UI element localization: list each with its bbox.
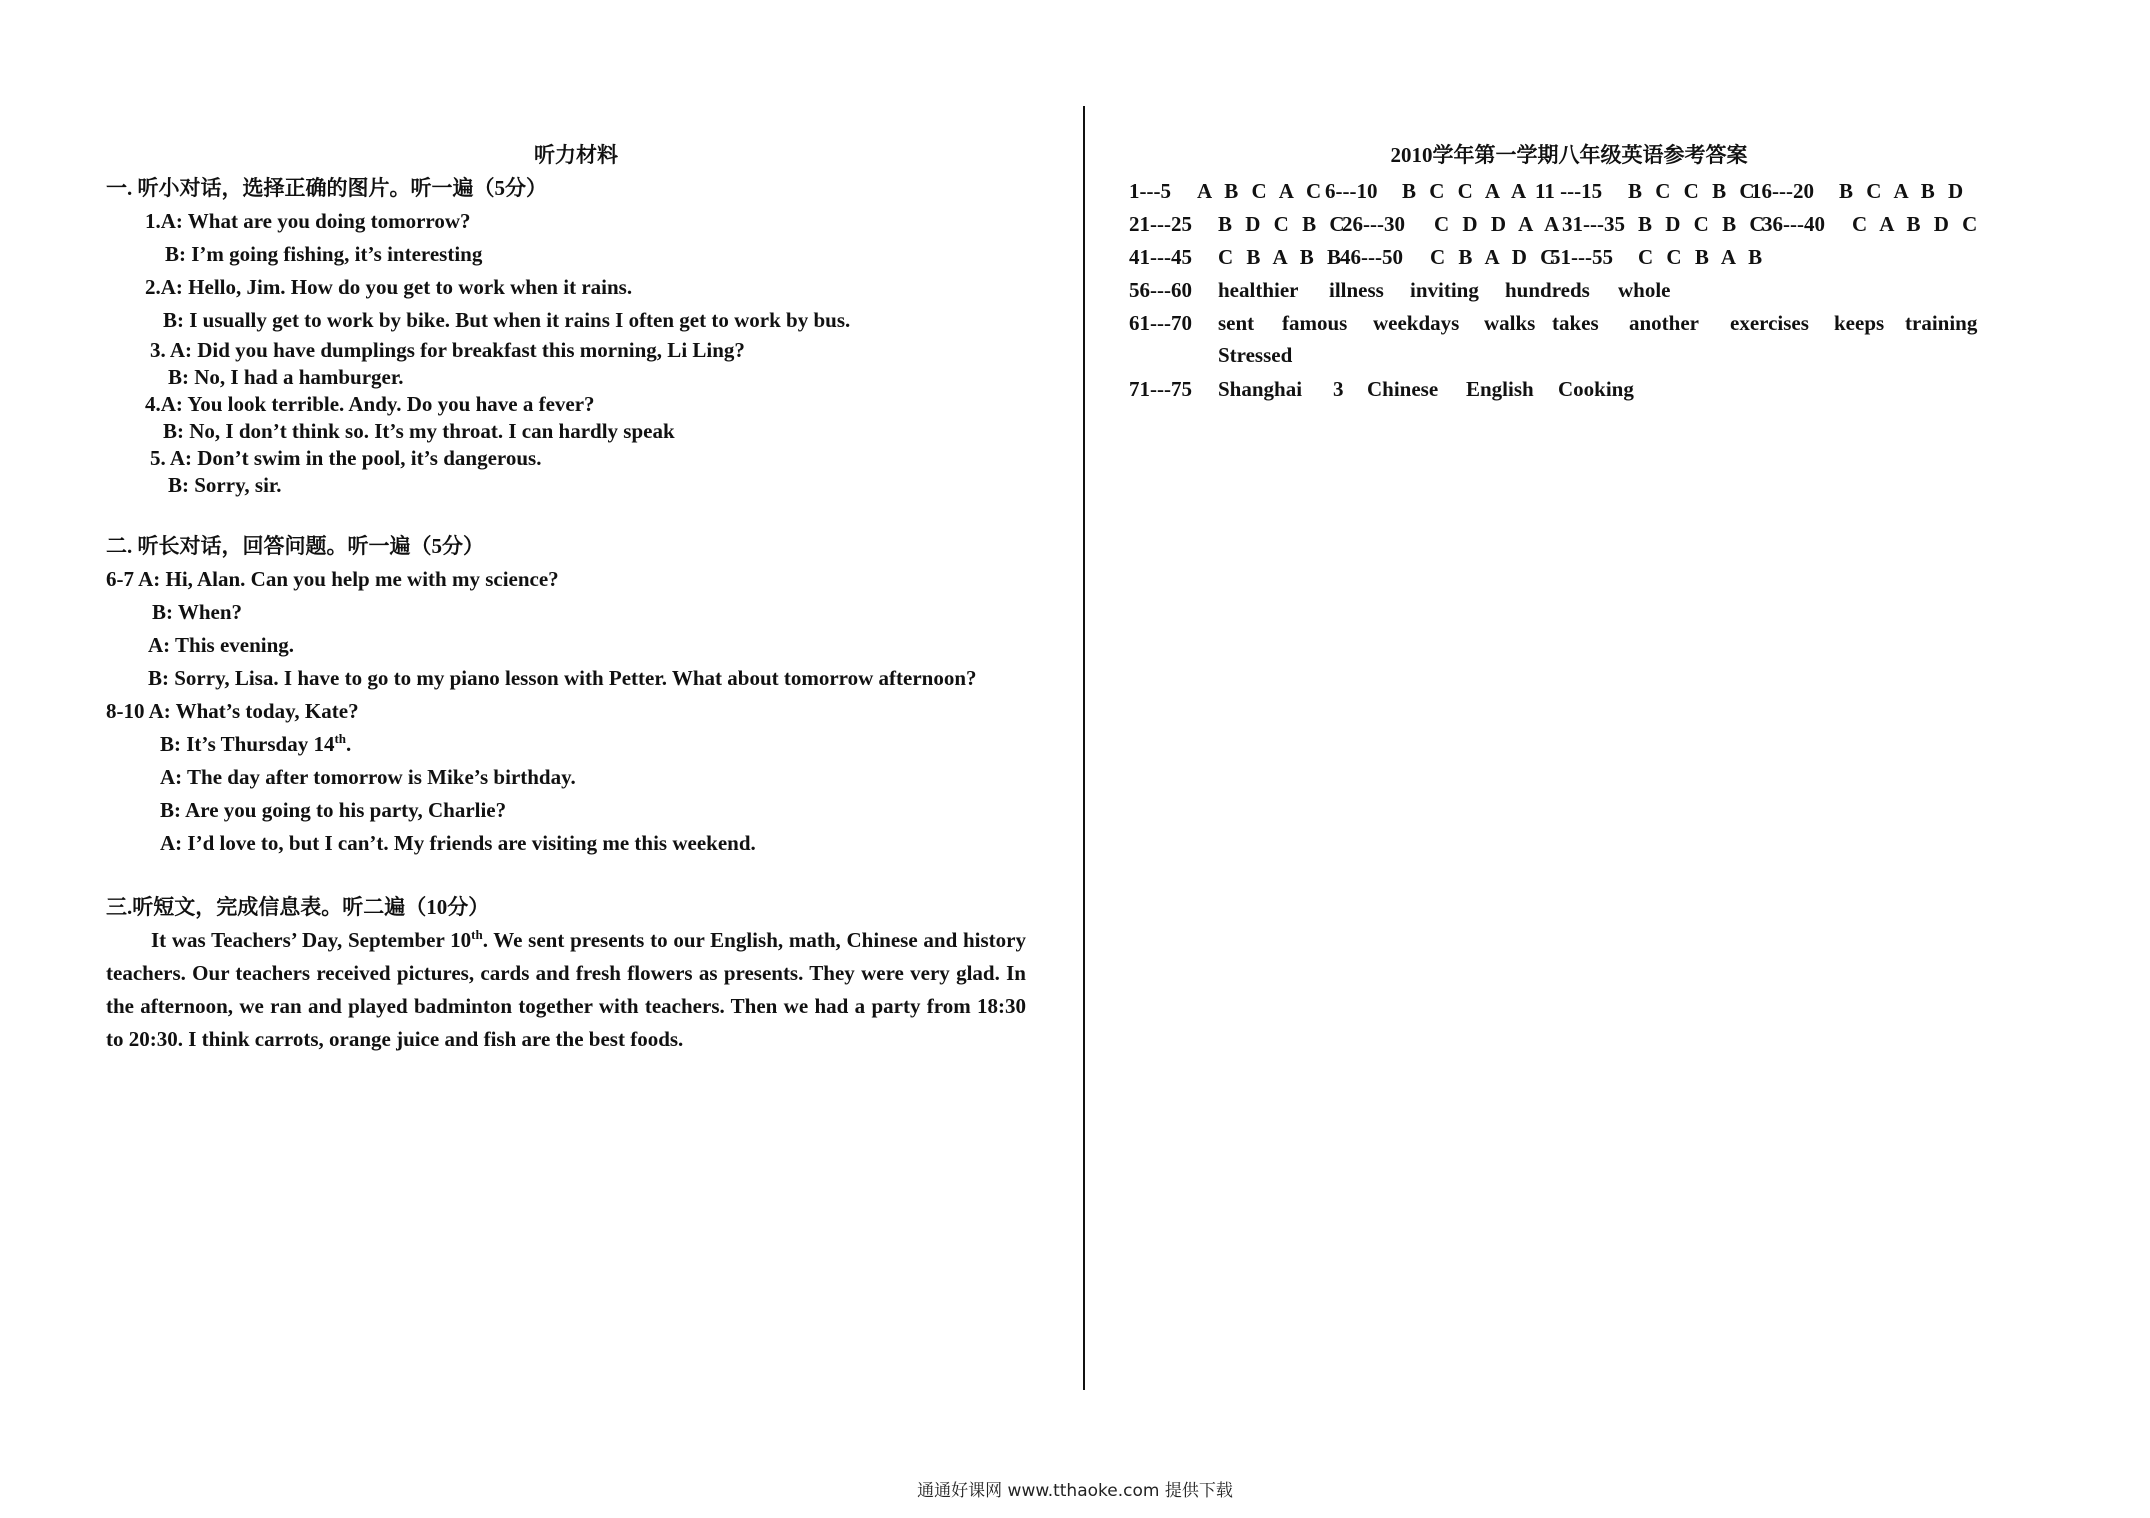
dialogue-line: 4.A: You look terrible. Andy. Do you have a fever?: [145, 392, 595, 416]
answer-word: healthier: [1218, 278, 1299, 302]
dialogue-line: A: This evening.: [148, 633, 295, 657]
dialogue-line: B: Are you going to his party, Charlie?: [160, 798, 507, 822]
passage-text: . We sent presents to our English, math, Chinese and history teachers. Our teachers received pictures, cards and fresh flowers as presents. They were very glad. In the afternoon, we ran and played badminton together with teachers. Then we had a party from 18:30 to 20:30. I think carrots, orange juice and fish are the best foods.: [106, 928, 1026, 1051]
dialogue-line: B: I usually get to work by bike. But when it rains I often get to work by bus.: [163, 308, 851, 332]
answer-range: 31---35: [1562, 212, 1625, 236]
answer-word: walks: [1484, 311, 1536, 335]
section-3-heading: 三.听短文，完成信息表。听二遍（10分）: [106, 895, 490, 919]
answer-range: 36---40: [1762, 212, 1825, 236]
answer-word: keeps: [1834, 311, 1885, 335]
dialogue-line: 2.A: Hello, Jim. How do you get to work when it rains.: [145, 275, 633, 299]
answer-letters: C A B D C: [1852, 212, 1982, 236]
answer-range: 11 ---15: [1535, 179, 1603, 203]
dialogue-line: B: I’m going fishing, it’s interesting: [165, 242, 483, 266]
dialogue-line: A: I’d love to, but I can’t. My friends are visiting me this weekend.: [160, 831, 756, 855]
answer-letters: A B C A C: [1197, 179, 1326, 203]
dialogue-line: B: No, I had a hamburger.: [168, 365, 404, 389]
answer-word: English: [1466, 377, 1534, 401]
answer-word: exercises: [1730, 311, 1809, 335]
answer-word: takes: [1552, 311, 1599, 335]
answer-letters: B D C B C: [1218, 212, 1349, 236]
dialogue-line: B: Sorry, Lisa. I have to go to my piano lesson with Petter. What about tomorrow afternoon?: [148, 666, 977, 690]
answer-word: training: [1905, 311, 1978, 335]
answer-key-title: 2010学年第一学期八年级英语参考答案: [1390, 143, 1748, 167]
dialogue-line: 8-10 A: What’s today, Kate?: [106, 699, 359, 723]
listening-material-title: 听力材料: [534, 143, 618, 167]
listening-passage: [106, 924, 1026, 1056]
sentence-period: .: [346, 732, 352, 756]
footer-download-note: 通通好课网 www.tthaoke.com 提供下载: [917, 1481, 1233, 1501]
dialogue-line: 5. A: Don’t swim in the pool, it’s dangerous.: [150, 446, 542, 470]
answer-range: 56---60: [1129, 278, 1192, 302]
answer-word: 3: [1333, 377, 1344, 401]
answer-range: 6---10: [1325, 179, 1378, 203]
answer-word: sent: [1218, 311, 1255, 335]
listening-material-column: [106, 140, 1046, 1056]
answer-letters: B C A B D: [1839, 179, 1968, 203]
section-1-heading: 一. 听小对话，选择正确的图片。听一遍（5分）: [106, 176, 547, 200]
section-2-heading: 二. 听长对话，回答问题。听一遍（5分）: [106, 534, 484, 558]
answer-letters: C C B A B: [1638, 245, 1767, 269]
answer-range: 71---75: [1129, 377, 1192, 401]
dialogue-line: 1.A: What are you doing tomorrow?: [145, 209, 471, 233]
answer-word: illness: [1329, 278, 1384, 302]
answer-range: 26---30: [1342, 212, 1405, 236]
answer-range: 1---5: [1129, 179, 1171, 203]
dialogue-text: B: It’s Thursday 14: [160, 732, 335, 756]
column-divider: [1083, 106, 1085, 1390]
ordinal-suffix: th: [334, 731, 347, 746]
answer-range: 61---70: [1129, 311, 1192, 335]
dialogue-line-date: [106, 728, 1046, 761]
ordinal-suffix: th: [471, 927, 483, 942]
answer-range: 41---45: [1129, 245, 1192, 269]
answer-word: Shanghai: [1218, 377, 1303, 401]
dialogue-line: B: No, I don’t think so. It’s my throat. I can hardly speak: [163, 419, 675, 443]
answer-range: 16---20: [1751, 179, 1814, 203]
answer-letters: C D D A A: [1434, 212, 1564, 236]
dialogue-line: 3. A: Did you have dumplings for breakfast this morning, Li Ling?: [150, 338, 745, 362]
answer-letters: C B A B B: [1218, 245, 1346, 269]
answer-word: Chinese: [1367, 377, 1439, 401]
answer-word: Cooking: [1558, 377, 1634, 401]
answer-word: weekdays: [1373, 311, 1460, 335]
answer-letters: B D C B C: [1638, 212, 1769, 236]
answer-word: inviting: [1410, 278, 1479, 302]
answer-word: famous: [1282, 311, 1348, 335]
answer-letters: B C C A A: [1402, 179, 1531, 203]
answer-word: whole: [1618, 278, 1671, 302]
answer-range: 21---25: [1129, 212, 1192, 236]
answer-range: 51---55: [1550, 245, 1613, 269]
dialogue-line: A: The day after tomorrow is Mike’s birthday.: [160, 765, 576, 789]
answer-word: Stressed: [1218, 343, 1293, 367]
answer-letters: C B A D C: [1430, 245, 1560, 269]
passage-text: It was Teachers’ Day, September 10: [151, 928, 472, 952]
dialogue-line: B: Sorry, sir.: [168, 473, 282, 497]
answer-letters: B C C B C: [1628, 179, 1759, 203]
answer-word: another: [1629, 311, 1699, 335]
answer-range: 46---50: [1340, 245, 1403, 269]
dialogue-line: 6-7 A: Hi, Alan. Can you help me with my science?: [106, 567, 559, 591]
dialogue-line: B: When?: [152, 600, 243, 624]
answer-word: hundreds: [1505, 278, 1590, 302]
